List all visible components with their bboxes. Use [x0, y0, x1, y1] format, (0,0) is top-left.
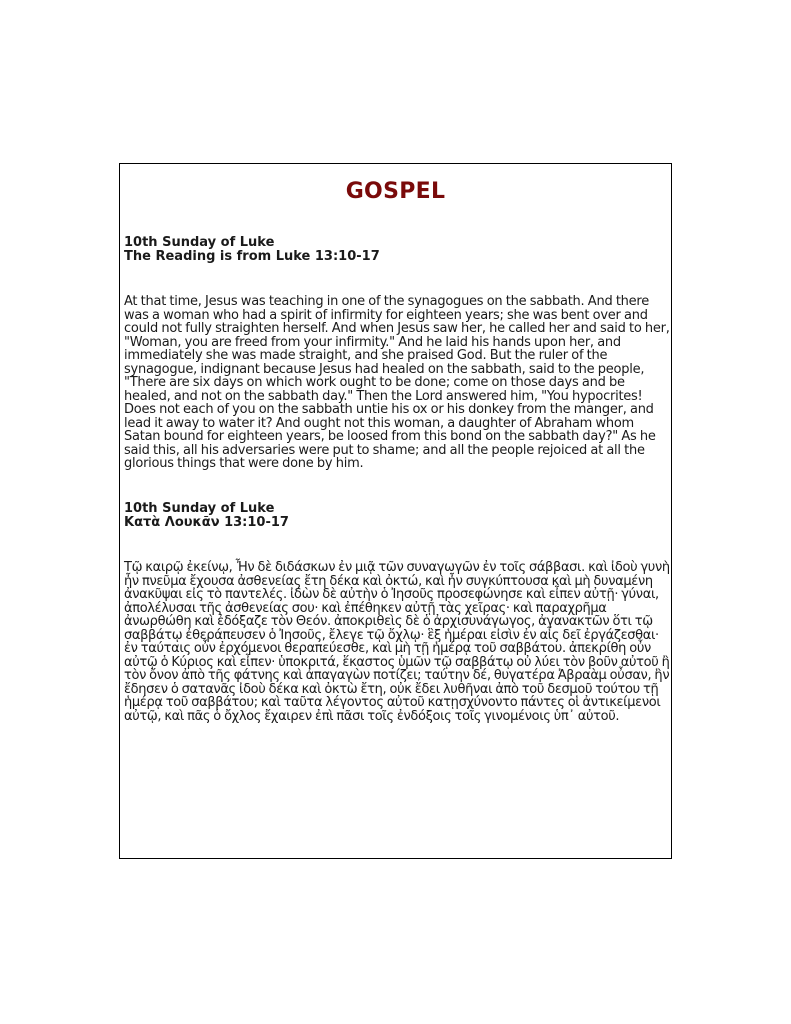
english-header: [124, 236, 670, 263]
greek-reading: [124, 561, 670, 723]
english-reading: [124, 295, 670, 471]
greek-reading-text: Τῷ καιρῷ ἐκείνῳ, Ἦν δὲ διδάσκων ἐν μιᾷ τῶν συναγωγῶν ἐν τοῖς σάββασι. καὶ ἰδοὺ γυνὴ ἦν πνεῦμα ἔχουσα ἀσθενείας ἔτη δέκα καὶ ὀκτώ, καὶ ἦν συγκύπτουσα καὶ μὴ δυναμένη ἀνακῦψαι εἰς τὸ παντελές. ἰδὼν δὲ αὐτὴν ὁ Ἰησοῦς προσεφώνησε καὶ εἶπεν αὐτῇ· γύναι, ἀπολέλυσαι τῆς ἀσθενείας σου· καὶ ἐπέθηκεν αὐτῇ τὰς χεῖρας· καὶ παραχρῆμα ἀνωρθώθη καὶ ἐδόξαζε τὸν Θεόν. ἀποκριθεὶς δὲ ὁ ἀρχισυνάγωγος, ἀγανακτῶν ὅτι τῷ σαββάτῳ ἐθεράπευσεν ὁ Ἰησοῦς, ἔλεγε τῷ ὄχλῳ· ἓξ ἡμέραι εἰσὶν ἐν αἷς δεῖ ἐργάζεσθαι· ἐν ταύταις οὖν ἐρχόμενοι θεραπεύεσθε, καὶ μὴ τῇ ἡμέρᾳ τοῦ σαββάτου. ἀπεκρίθη οὖν αὐτῷ ὁ Κύριος καὶ εἶπεν· ὑποκριτά, ἕκαστος ὑμῶν τῷ σαββάτῳ οὐ λύει τὸν βοῦν αὐτοῦ ἢ τὸν ὄνον ἀπὸ τῆς φάτνης καὶ ἀπαγαγὼν ποτίζει; ταύτην δέ, θυγατέρα Ἀβραὰμ οὖσαν, ἣν ἔδησεν ὁ σατανᾶς ἰδοὺ δέκα καὶ ὀκτὼ ἔτη, οὐκ ἔδει λυθῆναι ἀπὸ τοῦ δεσμοῦ τούτου τῇ ἡμέρᾳ τοῦ σαββάτου; καὶ ταῦτα λέγοντος αὐτοῦ κατῃσχύνοντο πάντες οἱ ἀντικείμενοι αὐτῷ, καὶ πᾶς ὁ ὄχλος ἔχαιρεν ἐπὶ πᾶσι τοῖς ἐνδόξοις τοῖς γινομένοις ὑπ᾽ αὐτοῦ.: [124, 560, 670, 724]
english-reading-text: At that time, Jesus was teaching in one of the synagogues on the sabbath. And there was a woman who had a spirit of infirmity for eighteen years; she was bent over and could not fully straighten herself. And when Jesus saw her, he called her and said to her, "Woman, you are freed from your infirmity." And he laid his hands upon her, and immediately she was made straight, and she praised God. But the ruler of the synagogue, indignant because Jesus had healed on the sabbath, said to the people, "There are six days on which work ought to be done; come on those days and be healed, and not on the sabbath day." Then the Lord answered him, "You hypocrites! Does not each of you on the sabbath untie his ox or his donkey from the manger, and lead it away to water it? And ought not this woman, a daughter of Abraham whom Satan bound for eighteen years, be loosed from this bond on the sabbath day?" As he said this, all his adversaries were put to shame; and all the people rejoiced at all the glorious things that were done by him.: [124, 294, 670, 471]
greek-header: [124, 502, 670, 529]
greek-sunday-label: 10th Sunday of Luke: [124, 501, 275, 516]
english-sunday-label: 10th Sunday of Luke: [124, 235, 275, 250]
english-reading-reference: The Reading is from Luke 13:10-17: [124, 248, 380, 264]
page-title: GOSPEL: [345, 179, 446, 204]
greek-reading-reference: Κατὰ Λουκᾶν 13:10-17: [124, 514, 289, 530]
